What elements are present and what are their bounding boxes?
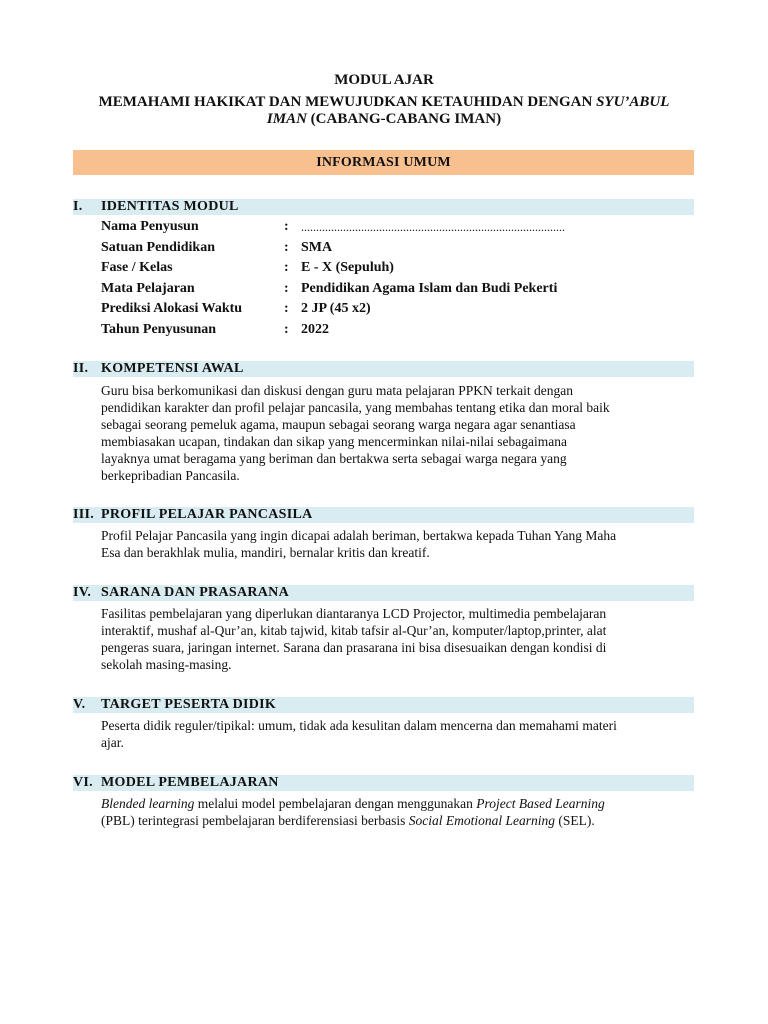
paragraph-line: membiasakan ucapan, tindakan dan sikap yang mencerminkan nilai-nilai sebagaimana — [101, 434, 567, 449]
paragraph-line: Guru bisa berkomunikasi dan diskusi dengan guru mata pelajaran PPKN terkait dengan — [101, 383, 574, 398]
section-number: VI. — [73, 775, 93, 790]
document-subtitle — [80, 94, 688, 128]
identity-label: Satuan Pendidikan — [101, 240, 215, 255]
identity-value: 2 JP (45 x2) — [301, 301, 371, 316]
section-title: KOMPETENSI AWAL — [101, 361, 244, 376]
identity-colon: : — [284, 219, 289, 234]
section-number: II. — [73, 361, 89, 376]
paragraph-text: (SEL). — [555, 813, 595, 828]
profil-paragraph — [101, 527, 699, 561]
section-title: TARGET PESERTA DIDIK — [101, 697, 277, 712]
identity-colon: : — [284, 240, 289, 255]
section-header-sarana — [73, 585, 694, 601]
subtitle-text-1: MEMAHAMI HAKIKAT DAN MEWUJUDKAN KETAUHIDAN DENGAN — [98, 94, 597, 110]
identity-row-satuan-pendidikan — [101, 238, 691, 258]
info-umum-banner: INFORMASI UMUM — [73, 150, 694, 175]
paragraph-line — [101, 812, 699, 829]
identity-colon: : — [284, 301, 289, 316]
section-title: PROFIL PELAJAR PANCASILA — [101, 507, 313, 522]
section-number: III. — [73, 507, 95, 522]
identity-colon: : — [284, 322, 289, 337]
document-title: MODUL AJAR — [334, 72, 434, 88]
target-paragraph — [101, 717, 699, 751]
identity-row-nama-penyusun — [101, 217, 691, 237]
paragraph-line: layaknya umat beragama yang beriman dan bertakwa serta sebagai warga negara yang — [101, 451, 567, 466]
identity-row-alokasi-waktu — [101, 299, 691, 319]
subtitle-italic-1: SYU’ABUL — [596, 94, 670, 110]
identity-label: Mata Pelajaran — [101, 281, 195, 296]
section-title: IDENTITAS MODUL — [101, 199, 239, 214]
identity-label: Prediksi Alokasi Waktu — [101, 301, 243, 316]
section-number: V. — [73, 697, 86, 712]
italic-term: Blended learning — [101, 796, 195, 811]
identity-row-mata-pelajaran — [101, 279, 691, 299]
section-header-profil — [73, 507, 694, 523]
paragraph-line: sebagai seorang pemeluk agama, maupun sebagai seorang warga negara agar senantiasa — [101, 417, 576, 432]
identity-colon: : — [284, 260, 289, 275]
identity-value: 2022 — [301, 322, 329, 337]
identity-label: Fase / Kelas — [101, 260, 173, 275]
section-header-identitas — [73, 199, 694, 215]
paragraph-text: melalui model pembelajaran dengan menggunakan — [194, 796, 477, 811]
identity-row-tahun-penyusunan — [101, 320, 691, 340]
italic-term: Project Based Learning — [476, 796, 605, 811]
paragraph-line: ajar. — [101, 735, 124, 750]
identity-label: Nama Penyusun — [101, 219, 199, 234]
section-header-kompetensi — [73, 361, 694, 377]
sarana-paragraph — [101, 605, 699, 673]
paragraph-text: (PBL) terintegrasi pembelajaran berdiferensiasi berbasis — [101, 813, 409, 828]
section-header-target — [73, 697, 694, 713]
paragraph-line: Fasilitas pembelajaran yang diperlukan diantaranya LCD Projector, multimedia pembelajaran — [101, 606, 607, 621]
identity-row-fase-kelas — [101, 258, 691, 278]
subtitle-text-2: (CABANG-CABANG IMAN) — [306, 111, 502, 127]
paragraph-line: berkepribadian Pancasila. — [101, 468, 240, 483]
section-title: MODEL PEMBELAJARAN — [101, 775, 279, 790]
section-title: SARANA DAN PRASARANA — [101, 585, 290, 600]
identity-value: SMA — [301, 240, 333, 255]
identity-value: ........................................................................................ — [301, 220, 565, 234]
italic-term: Social Emotional Learning — [408, 813, 556, 828]
identity-value: Pendidikan Agama Islam dan Budi Pekerti — [301, 281, 558, 296]
paragraph-line — [101, 795, 699, 812]
paragraph-line: pengeras suara, jaringan internet. Sarana dan prasarana ini bisa disesuaikan dengan kondisi di — [101, 640, 607, 655]
section-number: IV. — [73, 585, 92, 600]
identity-label: Tahun Penyusunan — [101, 322, 217, 337]
subtitle-italic-2: IMAN — [266, 111, 307, 127]
paragraph-line: pendidikan karakter dan profil pelajar pancasila, yang membahas tentang etika dan moral baik — [101, 400, 610, 415]
paragraph-line: Peserta didik reguler/tipikal: umum, tidak ada kesulitan dalam mencerna dan memahami materi — [101, 718, 617, 733]
kompetensi-paragraph — [101, 382, 699, 484]
paragraph-line: Profil Pelajar Pancasila yang ingin dicapai adalah beriman, bertakwa kepada Tuhan Yang Maha — [101, 528, 617, 543]
paragraph-line: interaktif, mushaf al-Qur’an, kitab tajwid, kitab tafsir al-Qur’an, komputer/laptop,printer, alat — [101, 623, 607, 638]
model-paragraph — [101, 795, 699, 829]
identity-colon: : — [284, 281, 289, 296]
section-header-model — [73, 775, 694, 791]
section-number: I. — [73, 199, 83, 214]
paragraph-line: sekolah masing-masing. — [101, 657, 232, 672]
identity-value: E - X (Sepuluh) — [301, 260, 394, 275]
paragraph-line: Esa dan berakhlak mulia, mandiri, bernalar kritis dan kreatif. — [101, 545, 430, 560]
